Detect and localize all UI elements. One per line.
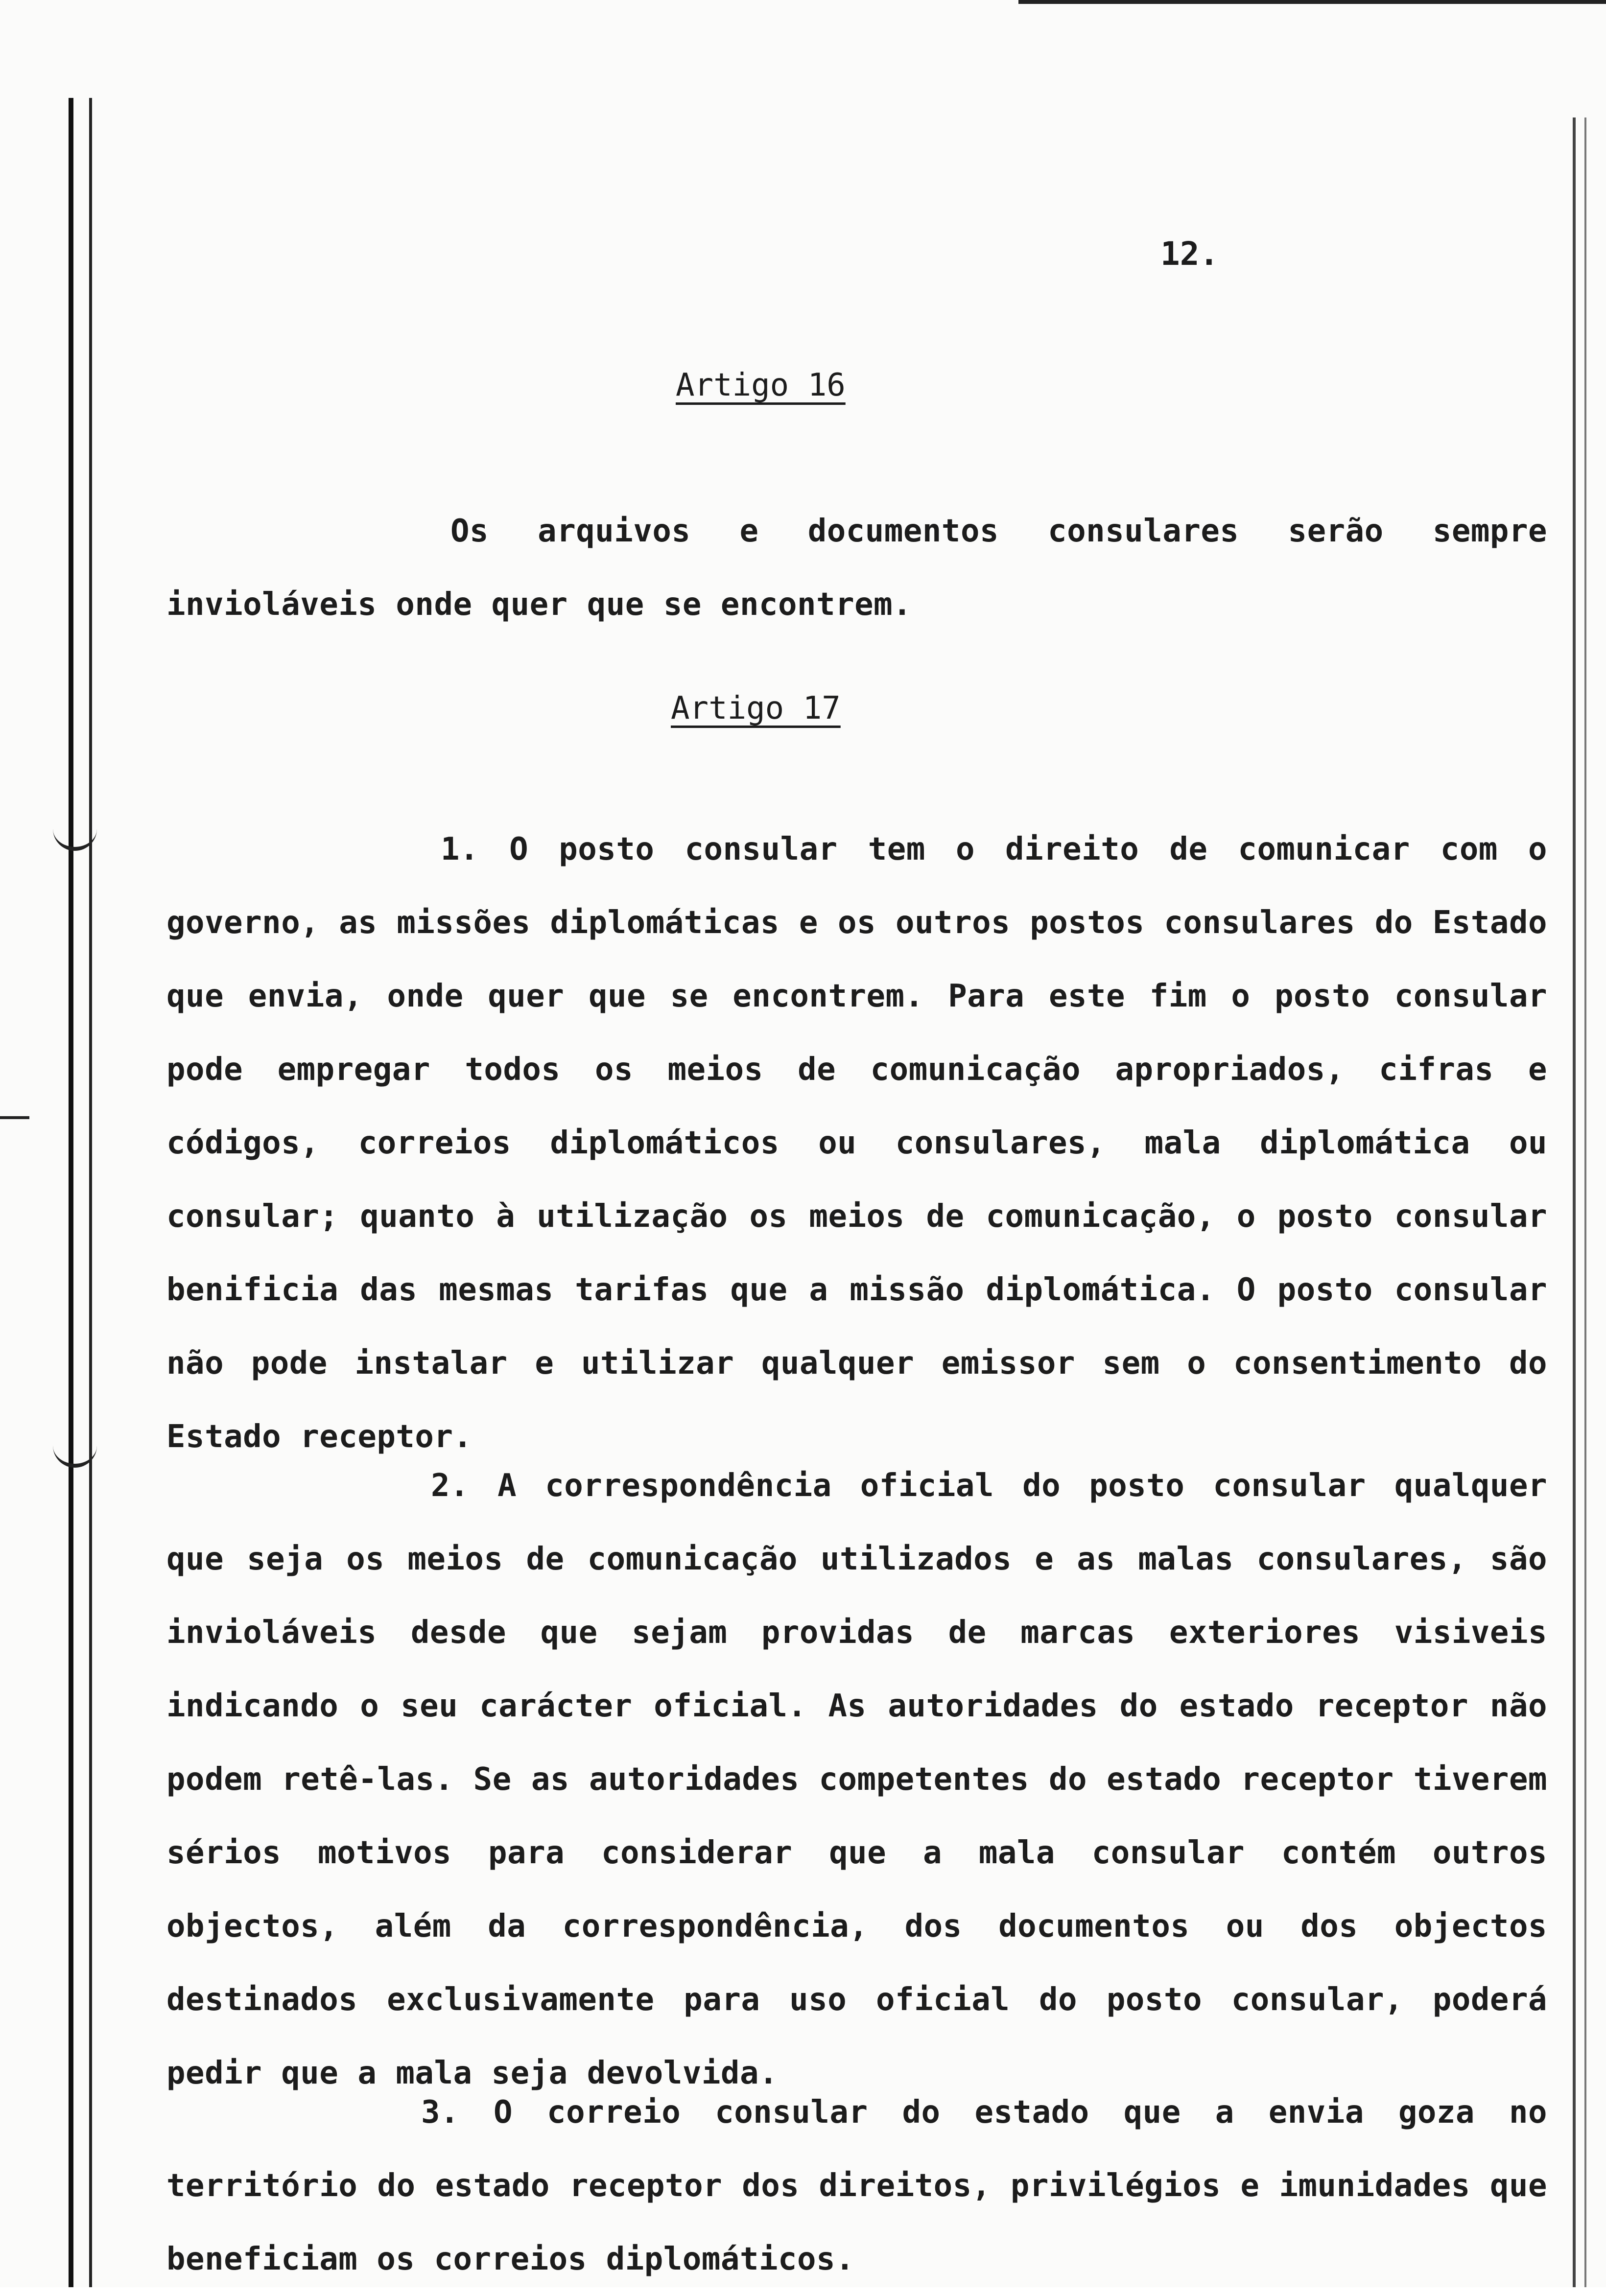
article-17-paragraph-3-text: 3. O correio consular do estado que a envia goza no território do estado receptor dos direitos, privilégios e imunidades que beneficiam os correios diplomáticos. — [166, 2094, 1547, 2277]
article-16-text: Os arquivos e documentos consulares serão sempre invioláveis onde quer que se encontrem. — [166, 513, 1547, 623]
page-number: 12. — [1160, 235, 1219, 273]
binding-line-left-inner — [89, 98, 92, 2287]
article-17-paragraph-2 — [166, 1449, 1547, 2110]
binding-line-right-faint — [1584, 117, 1586, 2287]
margin-tick — [0, 1116, 29, 1119]
article-16-heading: Artigo 16 — [676, 367, 846, 403]
article-16-paragraph — [166, 494, 1547, 641]
binding-line-right — [1573, 117, 1576, 2287]
article-17-paragraph-1-text: 1. O posto consular tem o direito de comunicar com o governo, as missões diplomáticas e os outros postos consulares do Estado que envia, onde quer que se encontrem. Para este fim o posto consular pode empregar todos os meios de comunicação apropriados, cifras e códigos, correios diplomáticos ou consulares, mala diplomática ou consular; quanto à utilização os meios de comunicação, o posto consular benificia das mesmas tarifas que a missão diplomática. O posto consular não pode instalar e utilizar qualquer emissor sem o consentimento do Estado receptor. — [166, 831, 1547, 1455]
article-17-heading: Artigo 17 — [671, 690, 841, 726]
article-17-paragraph-2-text: 2. A correspondência oficial do posto consular qualquer que seja os meios de comunicação utilizados e as malas consulares, são invioláveis desde que sejam providas de marcas exteriores visiveis indicando o seu carácter oficial. As autoridades do estado receptor não podem retê-las. Se as autoridades competentes do estado receptor tiverem sérios motivos para considerar que a mala consular contém outros objectos, além da correspondência, dos documentos ou dos objectos destinados exclusivamente para uso oficial do posto consular, poderá pedir que a mala seja devolvida. — [166, 1468, 1547, 2091]
article-17-paragraph-3 — [166, 2076, 1547, 2296]
article-17-paragraph-1 — [166, 813, 1547, 1474]
binding-line-left-outer — [69, 98, 73, 2287]
top-edge-line — [1018, 0, 1606, 4]
